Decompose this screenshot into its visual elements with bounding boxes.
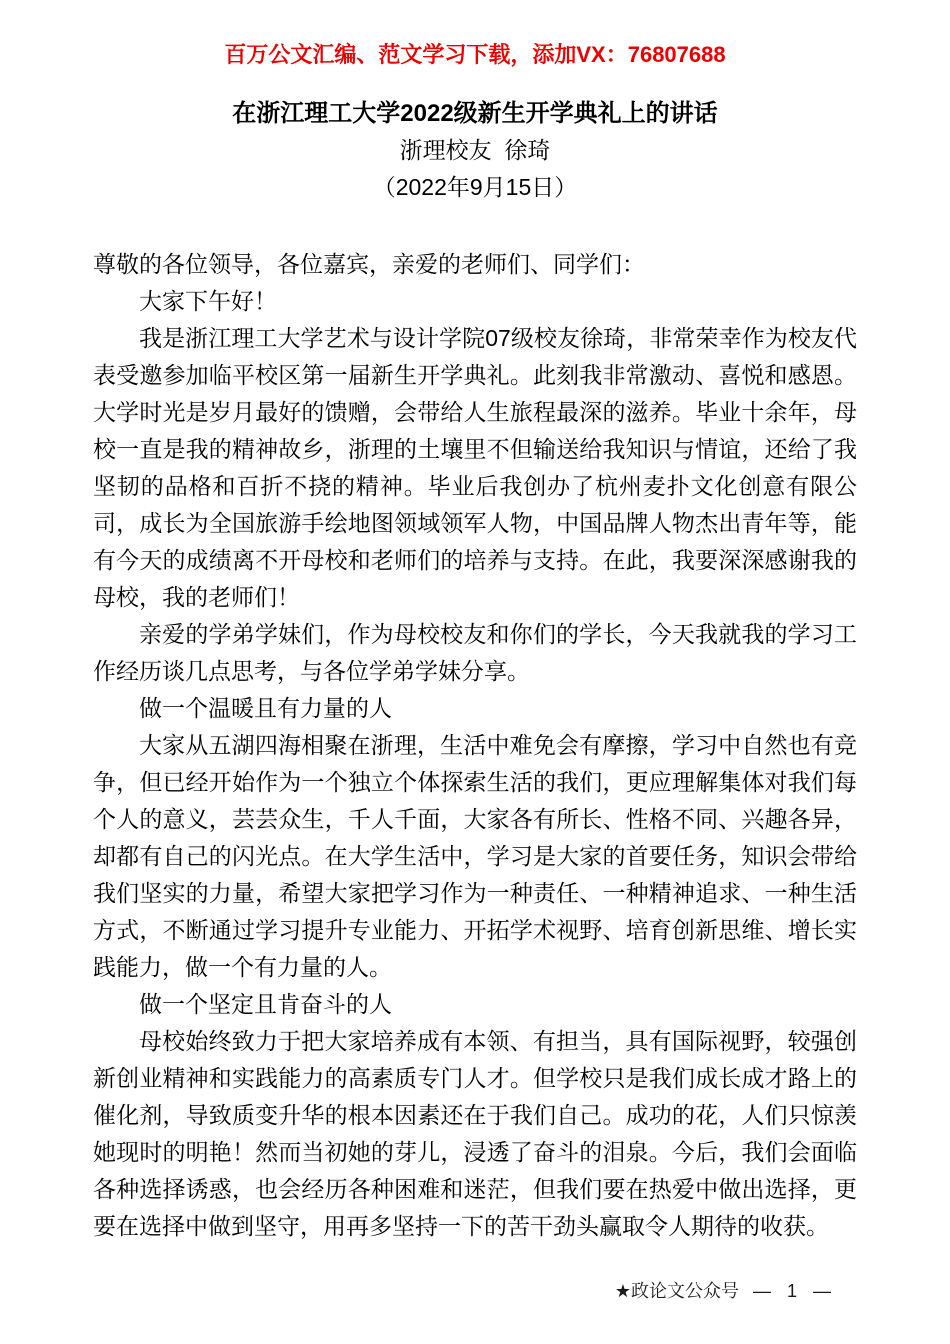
document-body: [93, 246, 857, 1245]
paragraph: 大家从五湖四海相聚在浙理，生活中难免会有摩擦，学习中自然也有竞争，但已经开始作为一个独立个体探索生活的我们，更应理解集体对我们每个人的意义，芸芸众生，千人千面，大家各有所长、性格不同、兴趣各异，却都有自己的闪光点。在大学生活中，学习是大家的首要任务，知识会带给我们坚实的力量，希望大家把学习作为一种责任、一种精神追求、一种生活方式，不断通过学习提升专业能力、开拓学术视野、培育创新思维、增长实践能力，做一个有力量的人。: [93, 732, 857, 980]
footer-brand: ★政论文公众号: [614, 1281, 739, 1301]
document-title: 在浙江理工大学2022级新生开学典礼上的讲话: [232, 100, 718, 127]
section-heading: 做一个坚定且肯奋斗的人: [139, 991, 392, 1017]
date-line: （2022年9月15日）: [372, 174, 578, 200]
page-number: — 1 —: [752, 1281, 833, 1301]
page-footer: [615, 1278, 833, 1304]
salutation-paragraph: 尊敬的各位领导，各位嘉宾，亲爱的老师们、同学们：: [93, 251, 645, 277]
header-notice: 百万公文汇编、范文学习下载，添加VX：76807688: [224, 42, 726, 67]
paragraph: 我是浙江理工大学艺术与设计学院07级校友徐琦，非常荣幸作为校友代表受邀参加临平校区第一届新生开学典礼。此刻我非常激动、喜悦和感恩。大学时光是岁月最好的馈赠，会带给人生旅程最深的滋养。毕业十余年，母校一直是我的精神故乡，浙理的土壤里不但输送给我知识与情谊，还给了我坚韧的品格和百折不挠的精神。毕业后我创办了杭州麦扑文化创意有限公司，成长为全国旅游手绘地图领域领军人物，中国品牌人物杰出青年等，能有今天的成绩离不开母校和老师们的培养与支持。在此，我要深深感谢我的母校，我的老师们！: [93, 325, 857, 610]
paragraph: 大家下午好！: [139, 288, 277, 314]
heading-block: [0, 95, 950, 206]
author-line: 浙理校友 徐琦: [399, 137, 551, 163]
paragraph: 母校始终致力于把大家培养成有本领、有担当，具有国际视野，较强创新创业精神和实践能力的高素质专门人才。但学校只是我们成长成才路上的催化剂，导致质变升华的根本因素还在于我们自己。成功的花，人们只惊羡她现时的明艳！然而当初她的芽儿，浸透了奋斗的泪泉。今后，我们会面临各种选择诱惑，也会经历各种困难和迷茫，但我们要在热爱中做出选择，更要在选择中做到坚守，用再多坚持一下的苦干劲头赢取令人期待的收获。: [93, 1028, 857, 1239]
paragraph: 亲爱的学弟学妹们，作为母校校友和你们的学长，今天我就我的学习工作经历谈几点思考，与各位学弟学妹分享。: [93, 621, 857, 684]
section-heading: 做一个温暖且有力量的人: [139, 695, 392, 721]
